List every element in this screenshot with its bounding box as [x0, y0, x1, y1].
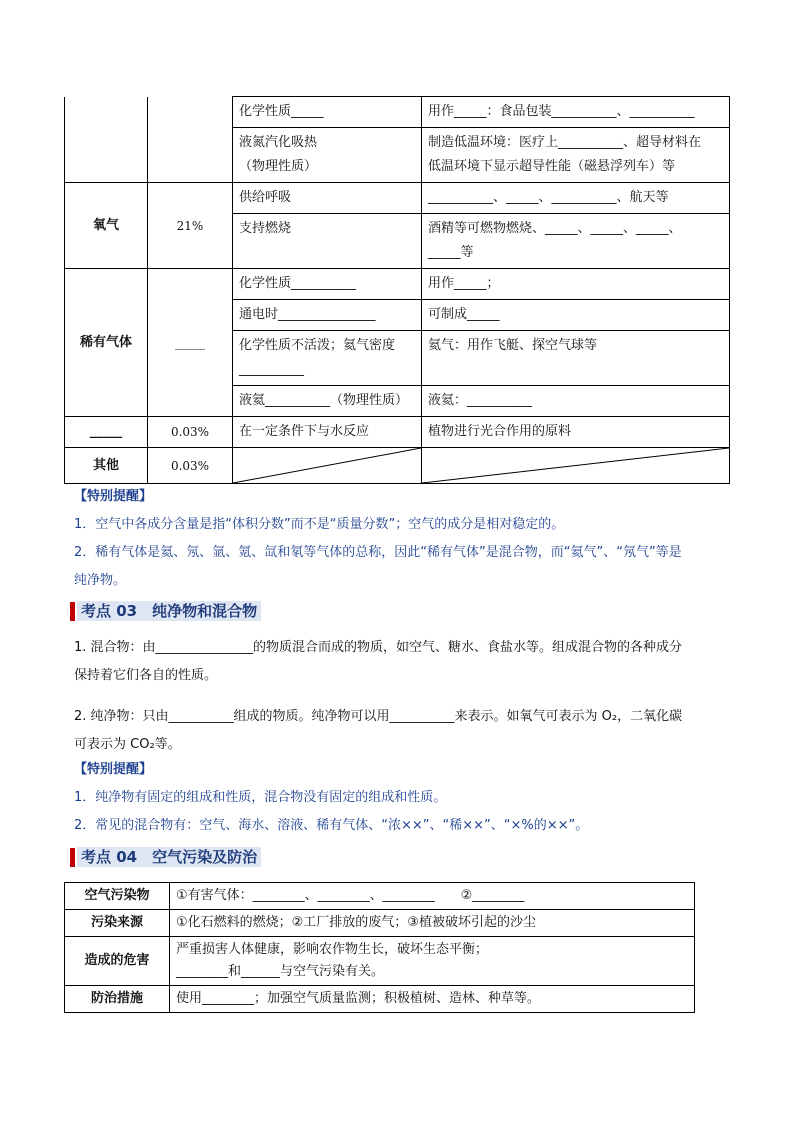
text-line: __________ — [239, 362, 304, 377]
cell-use: 可制成_____ — [422, 300, 730, 331]
table-row-other — [65, 448, 730, 484]
cell-property — [233, 331, 422, 386]
reminder-title: 【特别提醒】 — [74, 489, 153, 504]
cell-diagonal — [422, 448, 730, 484]
cell-label: 防治措施 — [65, 986, 170, 1013]
table-row — [65, 986, 695, 1013]
cell-use: 用作_____； — [422, 269, 730, 300]
cell-property: 液氦__________（物理性质） — [233, 386, 422, 417]
cell-percentage: 21% — [148, 183, 233, 269]
cell-property — [233, 128, 422, 183]
section-heading-04 — [70, 847, 261, 867]
cell-label: 造成的危害 — [65, 937, 170, 986]
air-pollution-table — [64, 882, 695, 1013]
cell-use — [422, 214, 730, 269]
cell-content: 使用________；加强空气质量监测；积极植树、造林、种草等。 — [170, 986, 695, 1013]
text-line: 酒精等可燃物燃烧、_____、_____、_____、 — [428, 221, 682, 236]
air-composition-table — [64, 96, 730, 484]
text-line: 制造低温环境：医疗上__________、超导材料在 — [428, 135, 702, 150]
text-line: 严重损害人体健康，影响农作物生长，破坏生态平衡； — [176, 942, 489, 957]
section-heading-03 — [70, 601, 261, 621]
cell-property: 化学性质_____ — [233, 97, 422, 128]
section-title: 考点 03 纯净物和混合物 — [77, 601, 261, 621]
cell-content: ①化石燃料的燃烧；②工厂排放的废气；③植被破坏引起的沙尘 — [170, 910, 695, 937]
cell-property: 在一定条件下与水反应 — [233, 417, 422, 448]
cell-use — [422, 128, 730, 183]
table-row — [65, 937, 695, 986]
cell-use: 用作_____：食品包装__________、__________ — [422, 97, 730, 128]
text-line: （物理性质） — [239, 159, 318, 174]
reminder-title: 【特别提醒】 — [74, 762, 153, 777]
table-row-rare-gas — [65, 269, 730, 300]
cell-use: __________、_____、__________、航天等 — [422, 183, 730, 214]
cell-property: 通电时_______________ — [233, 300, 422, 331]
reminder-item: 1．纯净物有固定的组成和性质，混合物没有固定的组成和性质。 — [74, 790, 447, 805]
cell-percentage: 0.03% — [148, 417, 233, 448]
cell-gas-name: _____ — [65, 417, 148, 448]
cell-gas-name: 氧气 — [65, 183, 148, 269]
table-row-co2 — [65, 417, 730, 448]
cell-empty — [148, 97, 233, 183]
cell-property: 支持燃烧 — [233, 214, 422, 269]
cell-use: 氦气：用作飞艇、探空气球等 — [422, 331, 730, 386]
cell-property: 化学性质__________ — [233, 269, 422, 300]
cell-gas-name: 稀有气体 — [65, 269, 148, 417]
diagonal-line-icon — [233, 448, 421, 483]
table-row — [65, 883, 695, 910]
reminder-item: 1．空气中各成分含量是指“体积分数”而不是“质量分数”；空气的成分是相对稳定的。 — [74, 517, 565, 532]
reminder-item: 2．常见的混合物有：空气、海水、溶液、稀有气体、“浓××”、“稀××”、“×%的××”。 — [74, 818, 589, 833]
section-marker-icon — [70, 602, 75, 621]
reminder-item: 纯净物。 — [74, 573, 127, 588]
table-row — [65, 97, 730, 128]
text-line: _____等 — [428, 245, 474, 260]
cell-label: 空气污染物 — [65, 883, 170, 910]
cell-content — [170, 937, 695, 986]
diagonal-line-icon — [422, 448, 729, 483]
section-title: 考点 04 空气污染及防治 — [77, 847, 261, 867]
text-line: 可表示为 CO₂等。 — [74, 737, 181, 752]
cell-content: ①有害气体：________、________、________ ②________ — [170, 883, 695, 910]
cell-diagonal — [233, 448, 422, 484]
text-line: 保持着它们各自的性质。 — [74, 668, 218, 683]
reminder-block-2 — [74, 756, 724, 840]
section-marker-icon — [70, 848, 75, 867]
text-line: 低温环境下显示超导性能（磁悬浮列车）等 — [428, 159, 676, 174]
cell-empty — [65, 97, 148, 183]
reminder-item: 2．稀有气体是氦、氖、氩、氪、氙和氡等气体的总称，因此“稀有气体”是混合物，而“氦气”、“氖气”等是 — [74, 545, 682, 560]
cell-percentage: _____ — [148, 269, 233, 417]
cell-use: 植物进行光合作用的原料 — [422, 417, 730, 448]
text-line: ________和______与空气污染有关。 — [176, 964, 385, 979]
paragraph-pure-substance — [74, 703, 724, 759]
table-row-oxygen — [65, 183, 730, 214]
text-line: 化学性质不活泼；氦气密度 — [239, 338, 396, 353]
cell-gas-name: 其他 — [65, 448, 148, 484]
text-line: 液氮汽化吸热 — [239, 135, 318, 150]
table-row — [65, 910, 695, 937]
cell-label: 污染来源 — [65, 910, 170, 937]
text-line: 1. 混合物：由_______________的物质混合而成的物质，如空气、糖水、食盐水等。组成混合物的各种成分 — [74, 640, 683, 655]
text-line: 2. 纯净物：只由__________组成的物质。纯净物可以用__________来表示。如氧气可表示为 O₂，二氧化碳 — [74, 709, 683, 724]
paragraph-mixture — [74, 634, 724, 690]
cell-use: 液氦：__________ — [422, 386, 730, 417]
reminder-block-1 — [74, 483, 724, 595]
cell-property: 供给呼吸 — [233, 183, 422, 214]
cell-percentage: 0.03% — [148, 448, 233, 484]
